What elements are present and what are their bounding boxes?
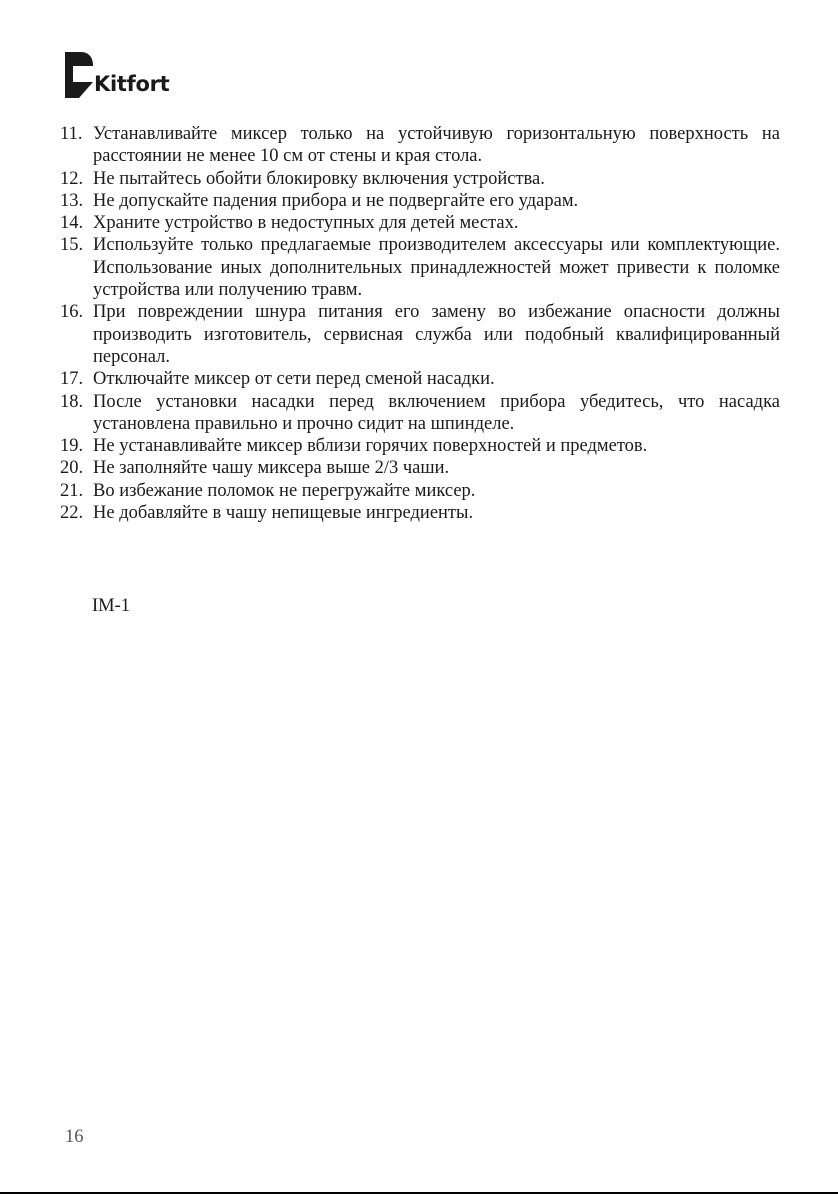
list-item: 18. После установки насадки перед включением прибора убедитесь, что насадка установлена правильно и прочно сидит на шпинделе. — [60, 391, 780, 434]
page-number: 16 — [65, 1127, 84, 1147]
brand-logo — [65, 52, 169, 98]
list-item: 22. Не добавляйте в чашу непищевые ингредиенты. — [60, 503, 474, 524]
list-item: 15. Используйте только предлагаемые производителем аксессуары или комплектующие. Использование иных дополнительных принадлежностей может привести к поломке устройства или получению травм. — [60, 235, 780, 301]
list-item: 20. Не заполняйте чашу миксера выше 2/3 чаши. — [60, 458, 450, 479]
list-item: 16. При повреждении шнура питания его замену во избежание опасности должны производить изготовитель, сервисная служба или подобный квалифицированный персонал. — [60, 302, 780, 367]
bottom-divider — [0, 1192, 838, 1194]
list-item: 21. Во избежание поломок не перегружайте миксер. — [60, 480, 476, 501]
brand-name: Kitfort — [94, 72, 170, 96]
list-item: 12. Не пытайтесь обойти блокировку включения устройства. — [60, 168, 545, 189]
model-code: IM-1 — [92, 596, 131, 616]
list-item: 13. Не допускайте падения прибора и не подвергайте его ударам. — [60, 190, 579, 211]
kitfort-logo-icon — [65, 52, 93, 98]
list-item: 11. Устанавливайте миксер только на устойчивую горизонтальную поверхность на расстоянии не менее 10 см от стены и края стола. — [60, 124, 780, 167]
list-item: 17. Отключайте миксер от сети перед сменой насадки. — [60, 369, 495, 390]
list-item: 19. Не устанавливайте миксер вблизи горячих поверхностей и предметов. — [60, 436, 648, 457]
safety-instructions-list — [60, 123, 780, 524]
list-item: 14. Храните устройство в недоступных для детей местах. — [60, 213, 519, 234]
